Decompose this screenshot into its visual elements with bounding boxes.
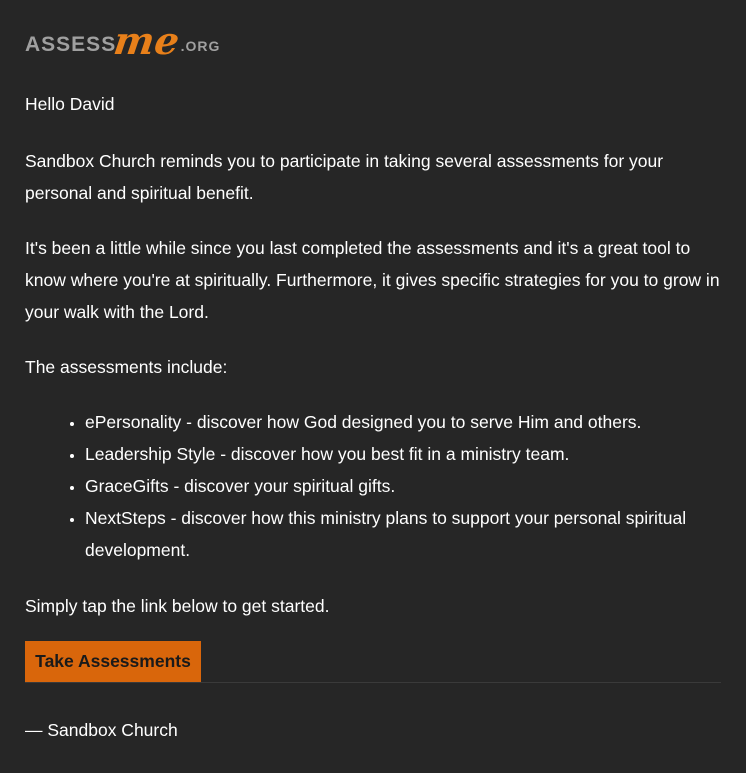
take-assessments-button[interactable]: Take Assessments — [25, 641, 201, 682]
list-item-leadership-style: • Leadership Style - discover how you best fit in a ministry team. — [85, 438, 705, 470]
list-item-nextsteps: • NextSteps - discover how this ministry plans to support your personal spiritual development. — [85, 502, 705, 566]
divider — [25, 682, 721, 683]
logo-text-me: me — [111, 18, 183, 63]
assessme-logo — [25, 18, 225, 63]
logo-text-org: .ORG — [180, 38, 221, 54]
logo-text-assess: ASSESS — [25, 33, 117, 56]
greeting: Hello David — [25, 94, 115, 114]
list-item-gracegifts: • GraceGifts - discover your spiritual gifts. — [85, 470, 705, 502]
list-item-epersonality: • ePersonality - discover how God designed you to serve Him and others. — [85, 406, 705, 438]
call-to-action-text: Simply tap the link below to get started. — [25, 596, 330, 616]
intro-paragraph: Sandbox Church reminds you to participate in taking several assessments for your personal and spiritual benefit. — [25, 151, 664, 203]
signoff: — Sandbox Church — [25, 720, 178, 740]
reminder-paragraph: It's been a little while since you last completed the assessments and it's a great tool to know where you're at spiritually. Furthermore, it gives specific strategies for you to grow in your walk with the Lord. — [25, 238, 720, 322]
assessments-heading: The assessments include: — [25, 357, 228, 377]
assessments-list — [25, 406, 705, 566]
